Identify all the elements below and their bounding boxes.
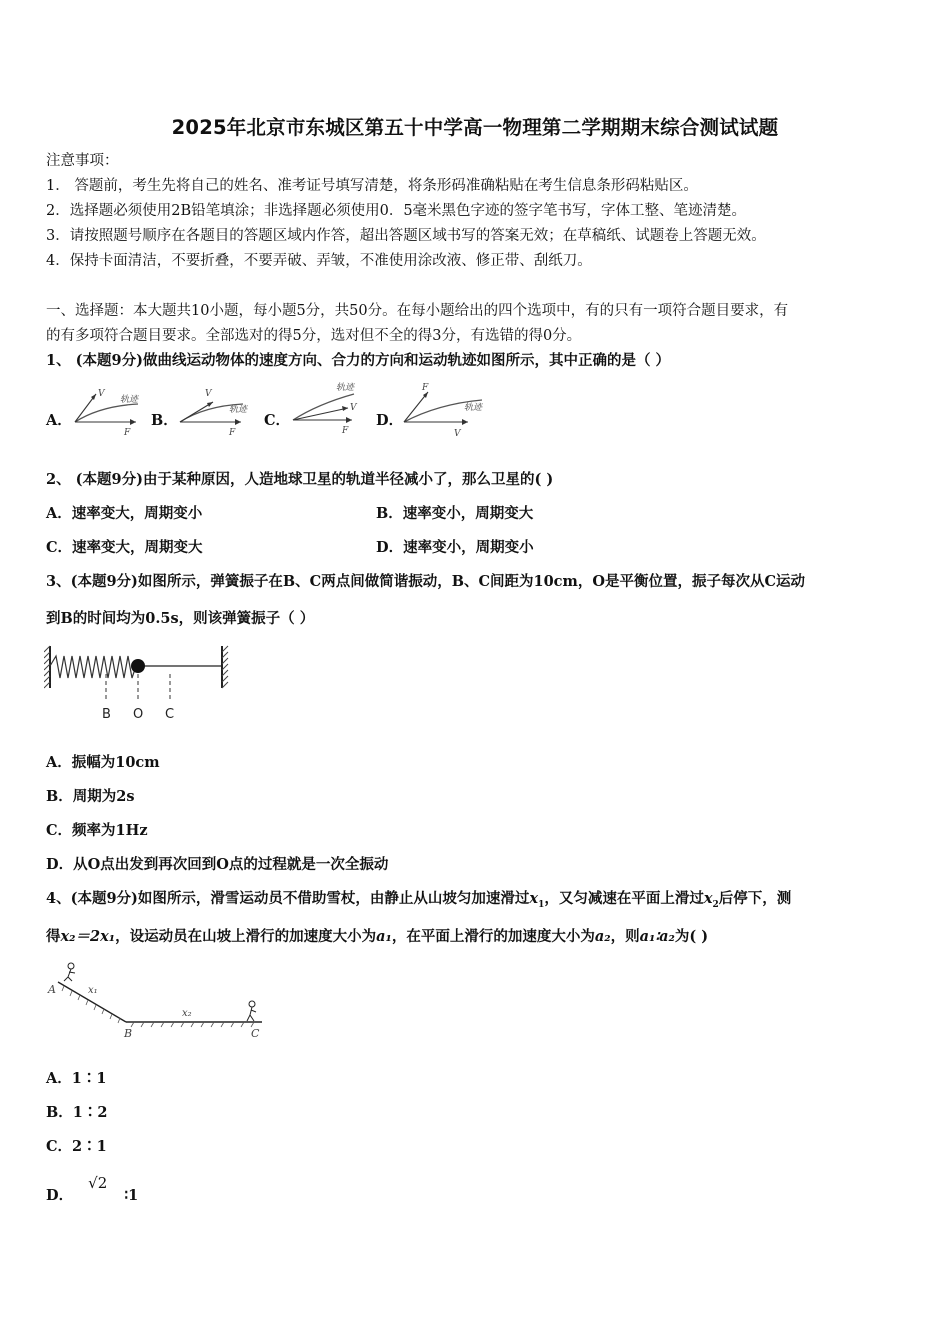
q4-label-x2: x₂ <box>182 1008 192 1019</box>
q1b-track-label: 轨迹 <box>229 405 248 415</box>
q1a-v-label: V <box>98 389 105 399</box>
q1a-f-label: F <box>124 428 131 438</box>
q1b-f-label: F <box>229 428 236 438</box>
q2-option-b: B．速率变小，周期变大 <box>376 505 534 522</box>
q1-option-a: A． <box>46 412 72 429</box>
sqrt-two: √2 <box>88 1174 108 1192</box>
notice-item: 3．请按照题号顺序在各题目的答题区域内作答，超出答题区域书写的答案无效；在草稿纸、试题卷上答题无效。 <box>46 228 766 244</box>
q4-option-d: D． √2 ∶1 <box>46 1174 139 1204</box>
q1-figure-b <box>175 384 250 439</box>
section-intro-line1: 一、选择题：本大题共10小题，每小题5分，共50分。在每小题给出的四个选项中，有的只有一项符合题目要求，有 <box>46 303 789 319</box>
page-title: 2025年北京市东城区第五十中学高一物理第二学期期末综合测试试题 <box>171 116 779 139</box>
q1-option-d: D． <box>376 412 404 429</box>
q1-figure-c <box>288 380 363 435</box>
q1d-v-label: V <box>454 429 461 438</box>
q4-label-b: B <box>124 1027 133 1040</box>
q3-option-b: B．周期为2s <box>46 788 135 805</box>
q3-label-b: B <box>102 707 111 722</box>
q3-option-a: A．振幅为10cm <box>46 754 160 771</box>
q3-stem-line2: 到B的时间均为0.5s，则该弹簧振子（ ） <box>46 610 315 627</box>
notice-heading: 注意事项： <box>46 153 119 169</box>
q2-option-a: A．速率变大，周期变小 <box>46 505 203 522</box>
q1-option-b: B． <box>151 412 178 429</box>
q3-label-c: C <box>165 707 175 722</box>
q4-label-c: C <box>251 1027 260 1040</box>
q1-option-c: C． <box>264 412 291 429</box>
q1c-f-label: F <box>342 426 349 435</box>
q1c-v-label: V <box>350 403 357 413</box>
q4-ski-figure <box>44 960 269 1040</box>
notice-item: 4．保持卡面清洁，不要折叠，不要弄破、弄皱，不准使用涂改液、修正带、刮纸刀。 <box>46 253 592 269</box>
q1a-track-label: 轨迹 <box>120 395 139 405</box>
q1-figure-a <box>70 384 145 439</box>
q1c-track-label: 轨迹 <box>336 383 355 393</box>
q1d-f-label: F <box>422 383 429 393</box>
q2-stem: 2、 (本题9分)由于某种原因，人造地球卫星的轨道半径减小了，那么卫星的( ) <box>46 471 554 488</box>
q2-option-d: D．速率变小，周期变小 <box>376 539 534 556</box>
q3-stem-line1: 3、(本题9分)如图所示，弹簧振子在B、C两点间做简谐振动，B、C间距为10cm，O是平衡位置，振子每次从C运动 <box>46 573 806 590</box>
q4-label-x1: x₁ <box>88 985 98 996</box>
q3-spring-figure <box>44 644 244 724</box>
q2-option-c: C．速率变大，周期变大 <box>46 539 203 556</box>
q1d-track-label: 轨迹 <box>464 403 483 413</box>
section-intro-line2: 的有多项符合题目要求。全部选对的得5分，选对但不全的得3分，有选错的得0分。 <box>46 328 582 344</box>
q4-stem-line1: 4、(本题9分)如图所示，滑雪运动员不借助雪杖，由静止从山坡匀加速滑过$x_1$，又匀减速在平面上滑过$x_2$后停下，测 <box>46 890 792 910</box>
q1b-v-label: V <box>205 389 212 399</box>
q4-label-a: A <box>48 983 56 996</box>
q3-label-o: O <box>133 707 144 722</box>
q1-figure-d <box>398 380 488 438</box>
q4-option-b: B．1∶2 <box>46 1104 108 1121</box>
q4-stem-line2: 得x₂＝2x₁，设运动员在山坡上滑行的加速度大小为a₁，在平面上滑行的加速度大小为a₂，则a₁∶a₂为( ) <box>46 928 709 945</box>
q3-option-d: D．从O点出发到再次回到O点的过程就是一次全振动 <box>46 856 389 873</box>
notice-item: 1． 答题前，考生先将自己的姓名、准考证号填写清楚，将条形码准确粘贴在考生信息条形码粘贴区。 <box>46 178 698 194</box>
q4-option-a: A．1∶1 <box>46 1070 107 1087</box>
q1-stem: 1、 (本题9分)做曲线运动物体的速度方向、合力的方向和运动轨迹如图所示，其中正确的是（ ） <box>46 352 670 369</box>
q4-option-c: C．2∶1 <box>46 1138 107 1155</box>
q3-option-c: C．频率为1Hz <box>46 822 148 839</box>
notice-item: 2．选择题必须使用2B铅笔填涂；非选择题必须使用0．5毫米黑色字迹的签字笔书写，字体工整、笔迹清楚。 <box>46 203 747 219</box>
